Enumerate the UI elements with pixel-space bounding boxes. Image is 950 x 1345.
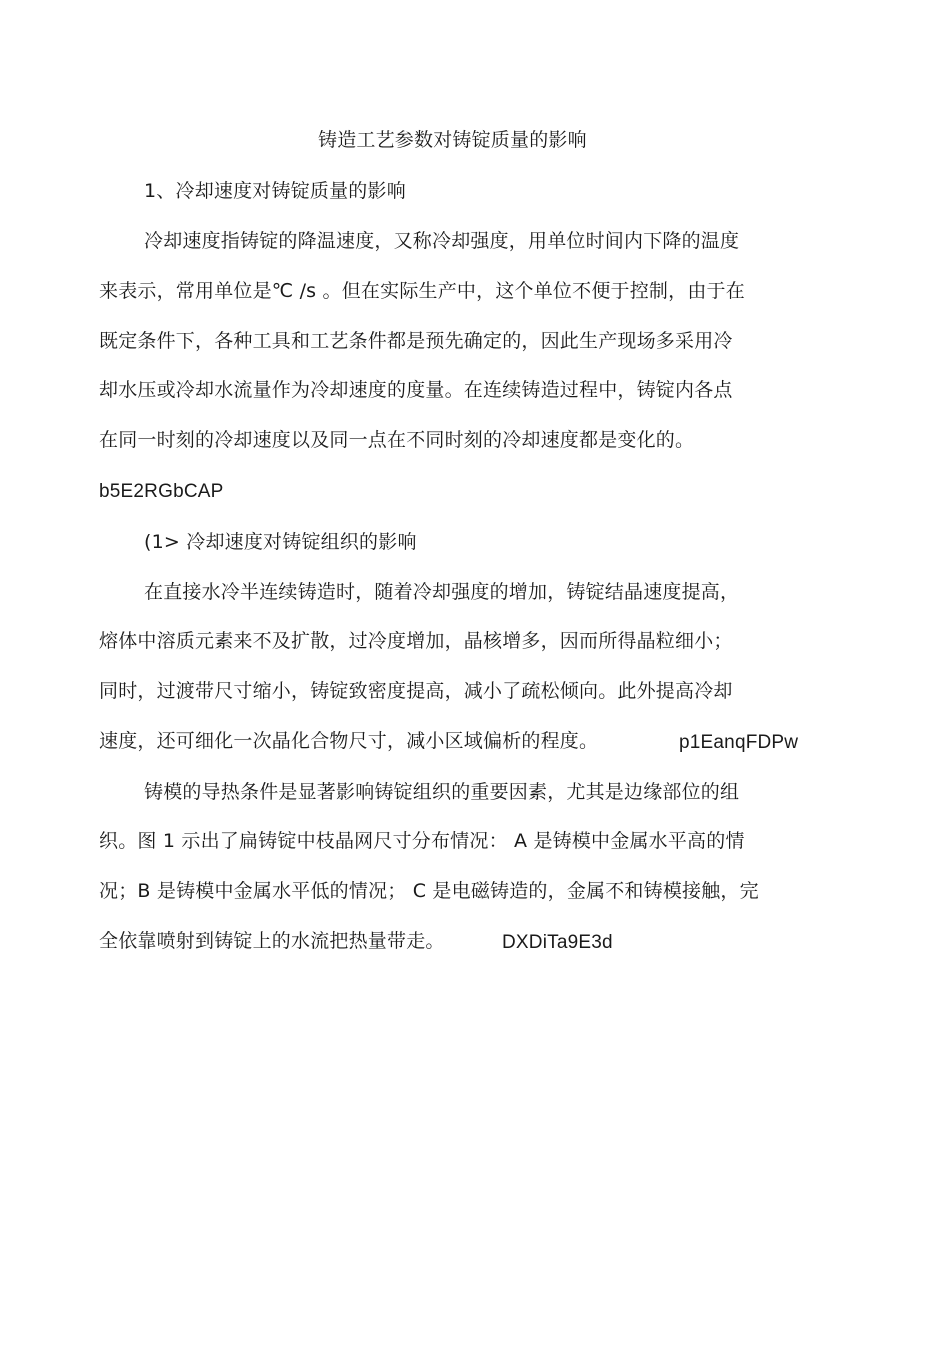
section-heading: 1、冷却速度对铸锭质量的影响 [144, 180, 406, 202]
paragraph-code: p1EanqFDPw [679, 732, 799, 753]
paragraph-line: 同时，过渡带尺寸缩小，铸锭致密度提高，减小了疏松倾向。此外提高冷却 [99, 680, 733, 702]
paragraph-code: DXDiTa9E3d [502, 932, 613, 953]
paragraph-line: 铸模的导热条件是显著影响铸锭组织的重要因素，尤其是边缘部位的组 [144, 781, 740, 803]
paragraph-line: 速度，还可细化一次晶化合物尺寸，减小区域偏析的程度。 [99, 730, 599, 752]
paragraph-line: 熔体中溶质元素来不及扩散，过冷度增加，晶核增多，因而所得晶粒细小； [99, 630, 733, 652]
paragraph-line: 况；B 是铸模中金属水平低的情况； C 是电磁铸造的，金属不和铸模接触，完 [99, 880, 759, 902]
paragraph-code: b5E2RGbCAP [99, 481, 224, 502]
subsection-heading: (1> 冷却速度对铸锭组织的影响 [144, 531, 417, 553]
paragraph-line: 织。图 1 示出了扁铸锭中枝晶网尺寸分布情况： A 是铸模中金属水平高的情 [99, 830, 745, 852]
paragraph-line: 来表示，常用单位是℃ /s 。但在实际生产中，这个单位不便于控制，由于在 [99, 280, 745, 302]
paragraph-line: 在同一时刻的冷却速度以及同一点在不同时刻的冷却速度都是变化的。 [99, 429, 695, 451]
paragraph-line: 既定条件下，各种工具和工艺条件都是预先确定的，因此生产现场多采用冷 [99, 330, 733, 352]
paragraph-line: 却水压或冷却水流量作为冷却速度的度量。在连续铸造过程中，铸锭内各点 [99, 379, 733, 401]
paragraph-line: 全依靠喷射到铸锭上的水流把热量带走。 [99, 930, 445, 952]
paragraph-line: 冷却速度指铸锭的降温速度，又称冷却强度，用单位时间内下降的温度 [144, 230, 740, 252]
paragraph-line: 在直接水冷半连续铸造时，随着冷却强度的增加，铸锭结晶速度提高， [144, 581, 740, 603]
document-title: 铸造工艺参数对铸锭质量的影响 [318, 129, 587, 151]
